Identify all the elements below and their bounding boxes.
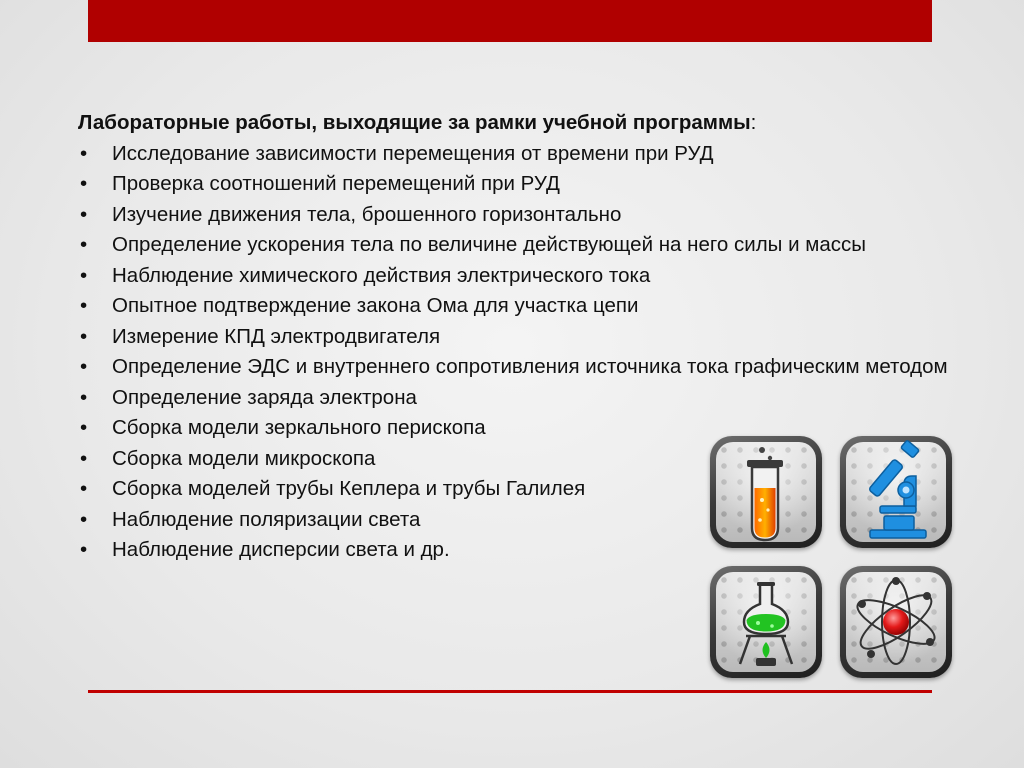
list-item-text: Определение заряда электрона [112, 385, 417, 409]
list-item [78, 261, 958, 292]
list-item-text: Определение ЭДС и внутреннего сопротивления источника тока графическим методом [112, 355, 948, 378]
bottom-divider [88, 690, 932, 693]
list-item [78, 169, 958, 200]
slide-heading-colon: : [750, 111, 757, 134]
slide-heading [78, 108, 958, 139]
list-item-text: Наблюдение поляризации света [112, 507, 421, 531]
test-tube-icon [710, 436, 822, 548]
list-item [78, 230, 958, 261]
bullet: • [80, 263, 88, 287]
science-icons-grid [710, 436, 956, 682]
list-item-text: Изучение движения тела, брошенного горизонтально [112, 202, 622, 226]
bullet: • [80, 141, 88, 165]
list-item-text: Наблюдение химического действия электрического тока [112, 263, 651, 287]
list-item-text: Проверка соотношений перемещений при РУД [112, 172, 560, 195]
slide-heading-text: Лабораторные работы, выходящие за рамки учебной программы [78, 111, 751, 134]
list-item [78, 139, 958, 170]
flask-burner-icon [710, 566, 822, 678]
top-accent-bar [88, 0, 932, 42]
list-item [78, 200, 958, 231]
list-item-text: Сборка модели зеркального перископа [112, 416, 486, 439]
list-item-text: Измерение КПД электродвигателя [112, 324, 441, 348]
bullet: • [80, 507, 88, 531]
bullet: • [80, 538, 88, 561]
bullet: • [80, 355, 88, 378]
bullet: • [80, 202, 88, 226]
list-item [78, 291, 958, 322]
list-item-text: Определение ускорения тела по величине действующей на него силы и массы [112, 233, 866, 256]
list-item-text: Сборка модели микроскопа [112, 446, 376, 470]
list-item [78, 322, 958, 353]
list-item-text: Сборка моделей трубы Кеплера и трубы Галилея [112, 477, 586, 500]
list-item-text: Опытное подтверждение закона Ома для участка цепи [112, 294, 639, 317]
bullet: • [80, 172, 88, 195]
bullet: • [80, 294, 88, 317]
bullet: • [80, 477, 88, 500]
bullet: • [80, 385, 88, 409]
atom-icon [840, 566, 952, 678]
list-item-text: Наблюдение дисперсии света и др. [112, 538, 450, 561]
bullet: • [80, 416, 88, 439]
bullet: • [80, 324, 88, 348]
bullet: • [80, 233, 88, 256]
microscope-icon [840, 436, 952, 548]
bullet: • [80, 446, 88, 470]
list-item-text: Исследование зависимости перемещения от времени при РУД [112, 141, 714, 165]
list-item [78, 352, 958, 383]
list-item [78, 383, 958, 414]
